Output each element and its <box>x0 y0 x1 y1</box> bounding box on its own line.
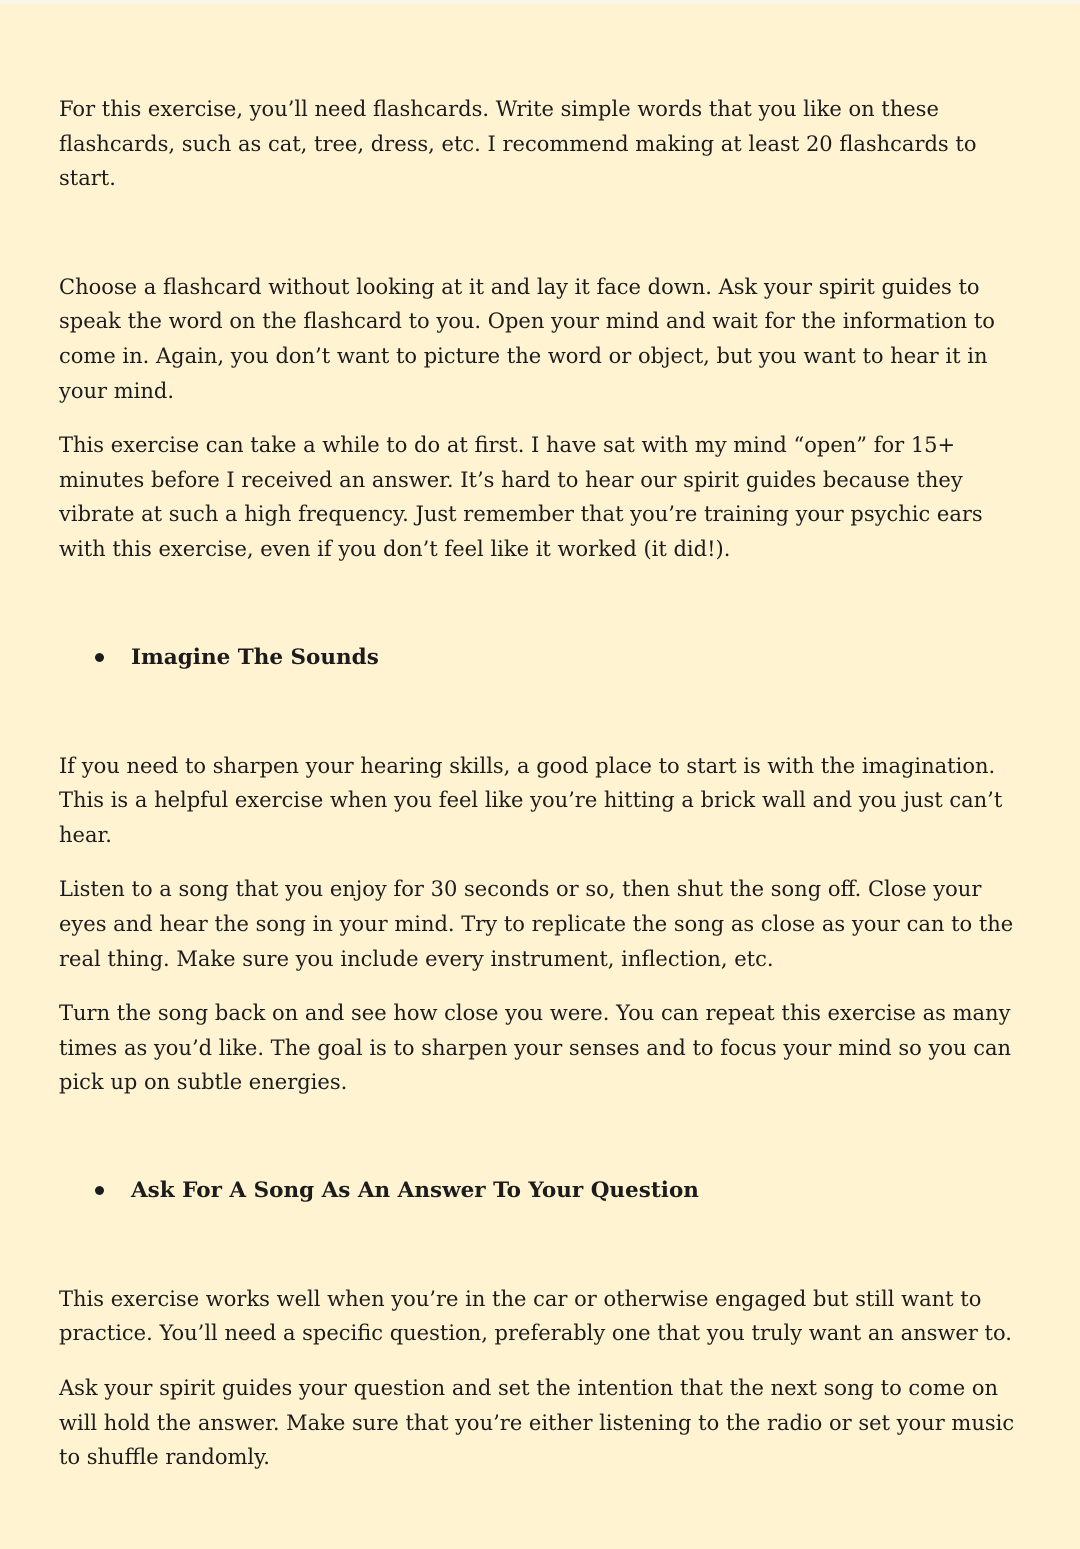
paragraph: Turn the song back on and see how close you were. You can repeat this exercise as many times as you’d like. The goal is to sharpen your senses and to focus your mind so you can pick up on subtle energies. <box>59 1001 1012 1095</box>
paragraph: This exercise can take a while to do at first. I have sat with my mind “open” for 15+ minutes before I received an answer. It’s hard to hear our spirit guides because they vibrate at such a high frequency. Just remember that you’re training your psychic ears with this exercise, even if you don’t feel like it worked (it did!). <box>59 433 983 561</box>
paragraph: Listen to a song that you enjoy for 30 seconds or so, then shut the song off. Close your eyes and hear the song in your mind. Try to replicate the song as close as your can to the real thing. Make sure you include every instrument, inflection, etc. <box>59 877 1014 971</box>
paragraph: Ask your spirit guides your question and set the intention that the next song to come on will hold the answer. Make sure that you’re either listening to the radio or set your music to shuffle randomly. <box>59 1376 1015 1470</box>
paragraph: Choose a flashcard without looking at it and lay it face down. Ask your spirit guides to speak the word on the flashcard to you. Open your mind and wait for the information to come in. Again, you don’t want to picture the word or object, but you want to hear it in your mind. <box>59 274 995 403</box>
top-edge <box>0 0 1080 4</box>
bullet-icon <box>95 1186 104 1195</box>
paragraph: This exercise works well when you’re in the car or otherwise engaged but still want to practice. You’ll need a specific question, preferably one that you truly want an answer to. <box>59 1286 1012 1346</box>
bullet-icon <box>95 653 104 662</box>
paragraph: If you need to sharpen your hearing skills, a good place to start is with the imagination. This is a helpful exercise when you feel like you’re hitting a brick wall and you just can’t hear. <box>59 753 1003 847</box>
section-heading-ask-for-a-song <box>59 1174 1019 1208</box>
paragraph: For this exercise, you’ll need flashcards. Write simple words that you like on these flashcards, such as cat, tree, dress, etc. I recommend making at least 20 flashcards to start. <box>59 97 977 191</box>
article-body <box>59 92 1019 1475</box>
section-heading-text: Imagine The Sounds <box>131 644 379 670</box>
section-heading-text: Ask For A Song As An Answer To Your Question <box>131 1177 699 1203</box>
section-heading-imagine-the-sounds <box>59 641 1019 675</box>
